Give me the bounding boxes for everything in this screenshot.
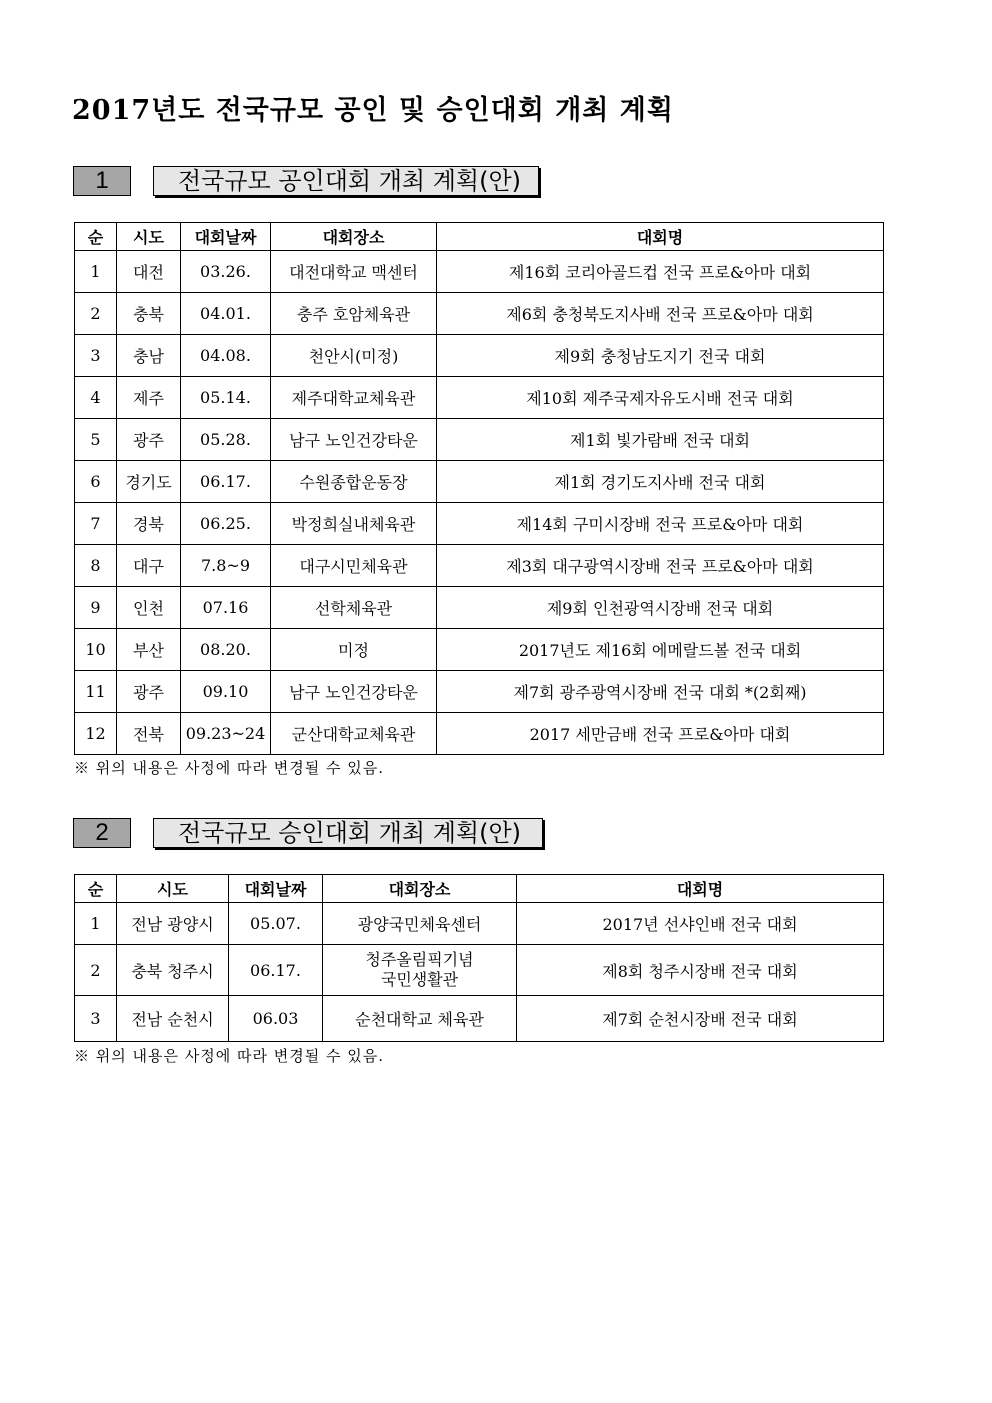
- cell-venue: 천안시(미정): [271, 335, 437, 377]
- table-row: [75, 461, 884, 503]
- col-header-venue: 대회장소: [271, 223, 437, 251]
- table-row: [75, 545, 884, 587]
- cell-venue: 박정희실내체육관: [271, 503, 437, 545]
- col-header-name: 대회명: [517, 875, 884, 903]
- cell-date: 08.20.: [181, 629, 271, 671]
- cell-region: 광주: [117, 671, 181, 713]
- col-header-number: 순: [75, 223, 117, 251]
- section2-header: [73, 818, 547, 850]
- cell-venue: 대전대학교 맥센터: [271, 251, 437, 293]
- table-row: [75, 503, 884, 545]
- cell-region: 충북: [117, 293, 181, 335]
- cell-venue: 남구 노인건강타운: [271, 671, 437, 713]
- cell-name: 제10회 제주국제자유도시배 전국 대회: [437, 377, 884, 419]
- col-header-date: 대회날짜: [181, 223, 271, 251]
- col-header-venue: 대회장소: [323, 875, 517, 903]
- table-header-row: [75, 223, 884, 251]
- section2-note: ※ 위의 내용은 사정에 따라 변경될 수 있음.: [74, 1047, 384, 1065]
- cell-number: 8: [75, 545, 117, 587]
- cell-name: 제9회 충청남도지기 전국 대회: [437, 335, 884, 377]
- cell-number: 1: [75, 251, 117, 293]
- cell-date: 04.01.: [181, 293, 271, 335]
- col-header-region: 시도: [117, 223, 181, 251]
- cell-venue: 선학체육관: [271, 587, 437, 629]
- col-header-number: 순: [75, 875, 117, 903]
- cell-number: 5: [75, 419, 117, 461]
- cell-number: 2: [75, 945, 117, 996]
- table-row: [75, 945, 884, 996]
- cell-date: 07.16: [181, 587, 271, 629]
- cell-name: 제9회 인천광역시장배 전국 대회: [437, 587, 884, 629]
- cell-venue: 미정: [271, 629, 437, 671]
- cell-date: 06.17.: [181, 461, 271, 503]
- cell-date: 06.03: [229, 996, 323, 1042]
- cell-venue: 군산대학교체육관: [271, 713, 437, 755]
- cell-number: 6: [75, 461, 117, 503]
- table-row: [75, 251, 884, 293]
- cell-date: 06.17.: [229, 945, 323, 996]
- table-row: [75, 377, 884, 419]
- cell-venue: 제주대학교체육관: [271, 377, 437, 419]
- cell-region: 제주: [117, 377, 181, 419]
- col-header-region: 시도: [117, 875, 229, 903]
- cell-name: 2017년도 제16회 에메랄드볼 전국 대회: [437, 629, 884, 671]
- cell-name: 2017년 선샤인배 전국 대회: [517, 903, 884, 945]
- cell-name: 제1회 경기도지사배 전국 대회: [437, 461, 884, 503]
- cell-region: 광주: [117, 419, 181, 461]
- table-row: [75, 587, 884, 629]
- table-row: [75, 629, 884, 671]
- cell-region: 인천: [117, 587, 181, 629]
- cell-region: 부산: [117, 629, 181, 671]
- cell-date: 03.26.: [181, 251, 271, 293]
- cell-region: 대전: [117, 251, 181, 293]
- cell-name: 제7회 광주광역시장배 전국 대회 *(2회째): [437, 671, 884, 713]
- cell-region: 대구: [117, 545, 181, 587]
- cell-region: 경북: [117, 503, 181, 545]
- cell-date: 05.28.: [181, 419, 271, 461]
- table-row: [75, 671, 884, 713]
- cell-date: 09.23~24: [181, 713, 271, 755]
- table-row: [75, 293, 884, 335]
- cell-name: 제14회 구미시장배 전국 프로&아마 대회: [437, 503, 884, 545]
- cell-date: 7.8~9: [181, 545, 271, 587]
- section1-heading: 전국규모 공인대회 개최 계획(안): [153, 166, 539, 196]
- cell-region: 전북: [117, 713, 181, 755]
- cell-number: 7: [75, 503, 117, 545]
- cell-number: 2: [75, 293, 117, 335]
- table-row: [75, 419, 884, 461]
- cell-region: 전남 순천시: [117, 996, 229, 1042]
- approved-tournament-table: [74, 874, 884, 1042]
- section2-number: 2: [73, 818, 131, 848]
- cell-name: 제7회 순천시장배 전국 대회: [517, 996, 884, 1042]
- cell-name: 2017 세만금배 전국 프로&아마 대회: [437, 713, 884, 755]
- cell-number: 9: [75, 587, 117, 629]
- cell-venue: 대구시민체육관: [271, 545, 437, 587]
- cell-number: 12: [75, 713, 117, 755]
- table-row: [75, 903, 884, 945]
- section1-header: [73, 166, 543, 198]
- public-tournament-table: [74, 222, 884, 755]
- cell-venue: 충주 호암체육관: [271, 293, 437, 335]
- cell-venue: 순천대학교 체육관: [323, 996, 517, 1042]
- cell-region: 충남: [117, 335, 181, 377]
- cell-number: 1: [75, 903, 117, 945]
- cell-name: 제1회 빛가람배 전국 대회: [437, 419, 884, 461]
- section1-note: ※ 위의 내용은 사정에 따라 변경될 수 있음.: [74, 759, 384, 777]
- cell-date: 06.25.: [181, 503, 271, 545]
- table-row: [75, 996, 884, 1042]
- cell-date: 09.10: [181, 671, 271, 713]
- section2-heading: 전국규모 승인대회 개최 계획(안): [153, 818, 543, 848]
- section1-number: 1: [73, 166, 131, 196]
- cell-name: 제16회 코리아골드컵 전국 프로&아마 대회: [437, 251, 884, 293]
- cell-venue: 광양국민체육센터: [323, 903, 517, 945]
- cell-number: 4: [75, 377, 117, 419]
- page-title: 2017년도 전국규모 공인 및 승인대회 개최 계획: [72, 95, 674, 126]
- cell-name: 제3회 대구광역시장배 전국 프로&아마 대회: [437, 545, 884, 587]
- col-header-name: 대회명: [437, 223, 884, 251]
- cell-name: 제6회 충청북도지사배 전국 프로&아마 대회: [437, 293, 884, 335]
- table-header-row: [75, 875, 884, 903]
- cell-number: 3: [75, 996, 117, 1042]
- cell-region: 경기도: [117, 461, 181, 503]
- col-header-date: 대회날짜: [229, 875, 323, 903]
- cell-date: 04.08.: [181, 335, 271, 377]
- table-row: [75, 335, 884, 377]
- cell-date: 05.14.: [181, 377, 271, 419]
- cell-number: 3: [75, 335, 117, 377]
- cell-region: 전남 광양시: [117, 903, 229, 945]
- cell-venue: 청주올림픽기념 국민생활관: [323, 945, 517, 996]
- table-row: [75, 713, 884, 755]
- cell-venue: 남구 노인건강타운: [271, 419, 437, 461]
- cell-region: 충북 청주시: [117, 945, 229, 996]
- cell-date: 05.07.: [229, 903, 323, 945]
- cell-number: 10: [75, 629, 117, 671]
- cell-venue: 수원종합운동장: [271, 461, 437, 503]
- cell-name: 제8회 청주시장배 전국 대회: [517, 945, 884, 996]
- cell-number: 11: [75, 671, 117, 713]
